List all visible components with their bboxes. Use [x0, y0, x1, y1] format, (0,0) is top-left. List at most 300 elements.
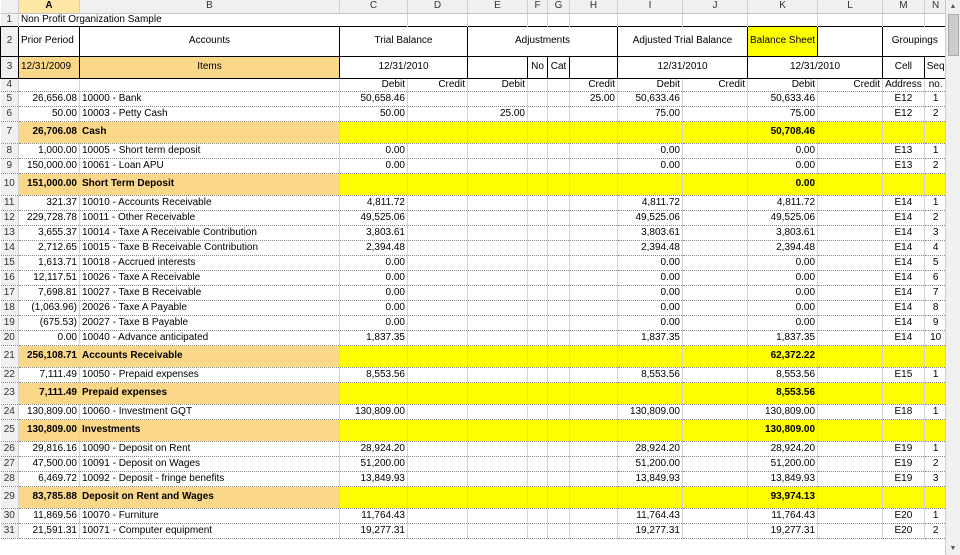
adj-credit-cell[interactable]: [570, 367, 618, 382]
atb-debit-cell[interactable]: [618, 173, 683, 195]
account-cell[interactable]: 10090 - Deposit on Rent: [80, 441, 340, 456]
adj-cat-cell[interactable]: [548, 456, 570, 471]
atb-credit-cell[interactable]: [683, 91, 748, 106]
tb-credit-cell[interactable]: [408, 210, 468, 225]
row-header[interactable]: 16: [1, 270, 19, 285]
address-cell[interactable]: [883, 486, 925, 508]
seq-cell[interactable]: 1: [924, 508, 947, 523]
tb-credit-header[interactable]: Credit: [408, 78, 468, 91]
seq-cell[interactable]: 8: [924, 300, 947, 315]
adj-no-cell[interactable]: [528, 240, 548, 255]
adj-credit-cell[interactable]: [570, 240, 618, 255]
adj-debit-cell[interactable]: [468, 195, 528, 210]
seq-cell[interactable]: 3: [924, 471, 947, 486]
tb-credit-cell[interactable]: [408, 240, 468, 255]
bs-credit-cell[interactable]: [818, 106, 883, 121]
bs-credit-cell[interactable]: [818, 330, 883, 345]
adj-cat-cell[interactable]: [548, 195, 570, 210]
address-cell[interactable]: E15: [883, 367, 925, 382]
tb-credit-cell[interactable]: [408, 330, 468, 345]
account-cell[interactable]: 10050 - Prepaid expenses: [80, 367, 340, 382]
prior-period-cell[interactable]: (675.53): [19, 315, 80, 330]
seq-cell[interactable]: 5: [924, 255, 947, 270]
adj-debit-cell[interactable]: [468, 255, 528, 270]
adj-debit-cell[interactable]: [468, 456, 528, 471]
bs-credit-cell[interactable]: [818, 143, 883, 158]
row-header[interactable]: 5: [1, 91, 19, 106]
adj-credit-cell[interactable]: [570, 300, 618, 315]
prior-period-header[interactable]: Prior Period: [19, 26, 80, 56]
address-cell[interactable]: E19: [883, 471, 925, 486]
address-cell[interactable]: E19: [883, 441, 925, 456]
address-cell[interactable]: E18: [883, 404, 925, 419]
atb-credit-cell[interactable]: [683, 486, 748, 508]
account-cell[interactable]: Deposit on Rent and Wages: [80, 486, 340, 508]
seq-cell[interactable]: 3: [924, 225, 947, 240]
row-header[interactable]: 23: [1, 382, 19, 404]
tb-debit-cell[interactable]: 28,924.20: [340, 441, 408, 456]
tb-debit-cell[interactable]: 19,277.31: [340, 523, 408, 538]
atb-credit-cell[interactable]: [683, 195, 748, 210]
row-header[interactable]: 14: [1, 240, 19, 255]
prior-period-cell[interactable]: 11,869.56: [19, 508, 80, 523]
adj-debit-cell[interactable]: [468, 225, 528, 240]
adj-debit-cell[interactable]: [468, 210, 528, 225]
seq-cell[interactable]: 10: [924, 330, 947, 345]
adj-cat-cell[interactable]: [548, 419, 570, 441]
address-cell[interactable]: E13: [883, 158, 925, 173]
adj-no-cell[interactable]: [528, 367, 548, 382]
row-header[interactable]: 8: [1, 143, 19, 158]
tb-debit-cell[interactable]: [340, 345, 408, 367]
account-cell[interactable]: 10061 - Loan APU: [80, 158, 340, 173]
adj-debit-cell[interactable]: [468, 240, 528, 255]
bs-debit-cell[interactable]: 130,809.00: [748, 404, 818, 419]
tb-debit-cell[interactable]: 0.00: [340, 143, 408, 158]
prior-period-cell[interactable]: 130,809.00: [19, 419, 80, 441]
scroll-thumb[interactable]: [948, 14, 959, 56]
tb-credit-cell[interactable]: [408, 523, 468, 538]
adj-debit-cell[interactable]: [468, 523, 528, 538]
bs-debit-cell[interactable]: 13,849.93: [748, 471, 818, 486]
adj-cat-cell[interactable]: [548, 106, 570, 121]
address-cell[interactable]: [883, 419, 925, 441]
adj-debit-cell[interactable]: [468, 367, 528, 382]
adj-debit-cell[interactable]: [468, 382, 528, 404]
tb-debit-cell[interactable]: [340, 173, 408, 195]
row-header[interactable]: 1: [1, 13, 19, 26]
cell-header[interactable]: Cell: [883, 56, 925, 78]
adj-credit-cell[interactable]: [570, 195, 618, 210]
tb-debit-cell[interactable]: 2,394.48: [340, 240, 408, 255]
adj-debit-cell[interactable]: [468, 508, 528, 523]
bs-credit-cell[interactable]: [818, 382, 883, 404]
adj-credit-cell[interactable]: [570, 315, 618, 330]
row-header[interactable]: 28: [1, 471, 19, 486]
tb-credit-cell[interactable]: [408, 106, 468, 121]
prior-period-cell[interactable]: 151,000.00: [19, 173, 80, 195]
no-header[interactable]: No: [528, 56, 548, 78]
atb-debit-cell[interactable]: 0.00: [618, 300, 683, 315]
tb-debit-cell[interactable]: 1,837.35: [340, 330, 408, 345]
adj-credit-cell[interactable]: [570, 523, 618, 538]
adj-cat-cell[interactable]: [548, 158, 570, 173]
row-header[interactable]: 3: [1, 56, 19, 78]
prior-period-cell[interactable]: 7,111.49: [19, 367, 80, 382]
bs-debit-cell[interactable]: 0.00: [748, 173, 818, 195]
address-cell[interactable]: [883, 345, 925, 367]
adj-no-cell[interactable]: [528, 210, 548, 225]
adj-credit-cell[interactable]: [570, 419, 618, 441]
account-cell[interactable]: 10000 - Bank: [80, 91, 340, 106]
tb-credit-cell[interactable]: [408, 345, 468, 367]
adj-no-cell[interactable]: [528, 285, 548, 300]
adj-cat-cell[interactable]: [548, 471, 570, 486]
seq-cell[interactable]: 2: [924, 456, 947, 471]
atb-debit-cell[interactable]: 19,277.31: [618, 523, 683, 538]
accounts-header[interactable]: Accounts: [80, 26, 340, 56]
prior-period-cell[interactable]: 50.00: [19, 106, 80, 121]
tb-debit-cell[interactable]: 130,809.00: [340, 404, 408, 419]
address-cell[interactable]: E14: [883, 225, 925, 240]
bs-credit-cell[interactable]: [818, 195, 883, 210]
prior-period-cell[interactable]: 7,698.81: [19, 285, 80, 300]
bs-credit-cell[interactable]: [818, 91, 883, 106]
adj-cat-cell[interactable]: [548, 210, 570, 225]
scroll-up-icon[interactable]: ▲: [949, 3, 957, 10]
adj-debit-cell[interactable]: [468, 441, 528, 456]
atb-credit-cell[interactable]: [683, 345, 748, 367]
tb-credit-cell[interactable]: [408, 121, 468, 143]
adj-cat-cell[interactable]: [548, 315, 570, 330]
bs-credit-cell[interactable]: [818, 523, 883, 538]
tb-credit-cell[interactable]: [408, 173, 468, 195]
prior-period-cell[interactable]: 0.00: [19, 330, 80, 345]
seq-cell[interactable]: [924, 121, 947, 143]
bs-debit-cell[interactable]: 50,708.46: [748, 121, 818, 143]
bs-credit-cell[interactable]: [818, 225, 883, 240]
column-header-e[interactable]: E: [468, 0, 528, 13]
adj-cat-cell[interactable]: [548, 367, 570, 382]
adj-no-cell[interactable]: [528, 345, 548, 367]
bs-debit-cell[interactable]: 0.00: [748, 315, 818, 330]
bs-debit-cell[interactable]: 0.00: [748, 270, 818, 285]
seq-cell[interactable]: 1: [924, 441, 947, 456]
tb-credit-cell[interactable]: [408, 382, 468, 404]
atb-credit-header[interactable]: Credit: [683, 78, 748, 91]
account-cell[interactable]: 10060 - Investment GQT: [80, 404, 340, 419]
atb-credit-cell[interactable]: [683, 158, 748, 173]
address-cell[interactable]: E14: [883, 285, 925, 300]
adj-credit-cell[interactable]: [570, 210, 618, 225]
prior-period-cell[interactable]: 6,469.72: [19, 471, 80, 486]
tb-debit-cell[interactable]: 0.00: [340, 285, 408, 300]
adj-no-cell[interactable]: [528, 91, 548, 106]
adj-credit-cell[interactable]: [570, 285, 618, 300]
bs-credit-cell[interactable]: [818, 285, 883, 300]
trial-balance-date[interactable]: 12/31/2010: [340, 56, 468, 78]
seq-cell[interactable]: 9: [924, 315, 947, 330]
row-header[interactable]: 17: [1, 285, 19, 300]
adj-no-cell[interactable]: [528, 270, 548, 285]
atb-debit-cell[interactable]: 75.00: [618, 106, 683, 121]
address-cell[interactable]: E13: [883, 143, 925, 158]
adj-debit-cell[interactable]: [468, 404, 528, 419]
bs-credit-cell[interactable]: [818, 456, 883, 471]
adj-credit-cell[interactable]: 25.00: [570, 91, 618, 106]
bs-debit-cell[interactable]: 0.00: [748, 143, 818, 158]
adjustment-blank-cell[interactable]: [468, 56, 528, 78]
adj-debit-cell[interactable]: [468, 143, 528, 158]
atb-debit-cell[interactable]: 50,633.46: [618, 91, 683, 106]
adj-cat-cell[interactable]: [548, 225, 570, 240]
sheet-title[interactable]: Non Profit Organization Sample: [19, 13, 408, 26]
tb-credit-cell[interactable]: [408, 456, 468, 471]
adj-credit-cell[interactable]: [570, 173, 618, 195]
bs-debit-cell[interactable]: 93,974.13: [748, 486, 818, 508]
prior-period-cell[interactable]: 83,785.88: [19, 486, 80, 508]
tb-debit-cell[interactable]: [340, 486, 408, 508]
bs-debit-cell[interactable]: 2,394.48: [748, 240, 818, 255]
account-cell[interactable]: 10092 - Deposit - fringe benefits: [80, 471, 340, 486]
adj-credit-cell[interactable]: [570, 106, 618, 121]
address-cell[interactable]: E14: [883, 195, 925, 210]
row-header[interactable]: 22: [1, 367, 19, 382]
bs-debit-cell[interactable]: 4,811.72: [748, 195, 818, 210]
row-header[interactable]: 18: [1, 300, 19, 315]
tb-debit-cell[interactable]: [340, 419, 408, 441]
row-header[interactable]: 10: [1, 173, 19, 195]
adj-cat-cell[interactable]: [548, 508, 570, 523]
adjusted-trial-balance-header[interactable]: Adjusted Trial Balance: [618, 26, 748, 56]
bs-credit-cell[interactable]: [818, 210, 883, 225]
seq-header[interactable]: Seq: [924, 56, 947, 78]
bs-debit-cell[interactable]: 0.00: [748, 158, 818, 173]
tb-debit-cell[interactable]: 0.00: [340, 300, 408, 315]
bs-credit-cell[interactable]: [818, 367, 883, 382]
adj-no-cell[interactable]: [528, 441, 548, 456]
adj-no-cell[interactable]: [528, 158, 548, 173]
cell[interactable]: [528, 78, 548, 91]
atb-debit-cell[interactable]: [618, 486, 683, 508]
account-cell[interactable]: 10005 - Short term deposit: [80, 143, 340, 158]
prior-period-cell[interactable]: 3,655.37: [19, 225, 80, 240]
row-header[interactable]: 31: [1, 523, 19, 538]
bs-credit-cell[interactable]: [818, 345, 883, 367]
tb-debit-cell[interactable]: 8,553.56: [340, 367, 408, 382]
seq-cell[interactable]: 2: [924, 523, 947, 538]
seq-cell[interactable]: 1: [924, 143, 947, 158]
address-cell[interactable]: [883, 121, 925, 143]
address-cell[interactable]: E14: [883, 255, 925, 270]
row-header[interactable]: 7: [1, 121, 19, 143]
bs-credit-cell[interactable]: [818, 300, 883, 315]
column-header-f[interactable]: F: [528, 0, 548, 13]
row-header[interactable]: 26: [1, 441, 19, 456]
adj-cat-cell[interactable]: [548, 91, 570, 106]
column-header-k[interactable]: K: [748, 0, 818, 13]
tb-credit-cell[interactable]: [408, 270, 468, 285]
atb-credit-cell[interactable]: [683, 225, 748, 240]
column-header-g[interactable]: G: [548, 0, 570, 13]
bs-debit-cell[interactable]: 0.00: [748, 285, 818, 300]
adj-cat-cell[interactable]: [548, 330, 570, 345]
adj-no-cell[interactable]: [528, 382, 548, 404]
tb-debit-cell[interactable]: [340, 382, 408, 404]
column-header-m[interactable]: M: [883, 0, 925, 13]
bs-debit-cell[interactable]: 62,372.22: [748, 345, 818, 367]
bs-debit-cell[interactable]: 75.00: [748, 106, 818, 121]
bs-credit-cell[interactable]: [818, 404, 883, 419]
row-header[interactable]: 24: [1, 404, 19, 419]
row-header[interactable]: 13: [1, 225, 19, 240]
account-cell[interactable]: 10015 - Taxe B Receivable Contribution: [80, 240, 340, 255]
atb-credit-cell[interactable]: [683, 300, 748, 315]
seq-cell[interactable]: 1: [924, 367, 947, 382]
bs-credit-cell[interactable]: [818, 508, 883, 523]
atb-debit-cell[interactable]: 8,553.56: [618, 367, 683, 382]
bs-debit-cell[interactable]: 8,553.56: [748, 382, 818, 404]
seq-cell[interactable]: [924, 382, 947, 404]
tb-debit-cell[interactable]: 13,849.93: [340, 471, 408, 486]
adj-credit-cell[interactable]: [570, 158, 618, 173]
adj-no-cell[interactable]: [528, 486, 548, 508]
adj-no-cell[interactable]: [528, 404, 548, 419]
adj-debit-cell[interactable]: [468, 345, 528, 367]
bs-debit-cell[interactable]: 19,277.31: [748, 523, 818, 538]
tb-debit-cell[interactable]: 3,803.61: [340, 225, 408, 240]
atb-debit-cell[interactable]: 51,200.00: [618, 456, 683, 471]
tb-debit-cell[interactable]: 0.00: [340, 270, 408, 285]
seq-cell[interactable]: 2: [924, 158, 947, 173]
address-cell[interactable]: E14: [883, 330, 925, 345]
atb-debit-cell[interactable]: 49,525.06: [618, 210, 683, 225]
account-cell[interactable]: 10026 - Taxe A Receivable: [80, 270, 340, 285]
atb-debit-cell[interactable]: 2,394.48: [618, 240, 683, 255]
adj-credit-cell[interactable]: [570, 441, 618, 456]
atb-credit-cell[interactable]: [683, 143, 748, 158]
seq-cell[interactable]: [924, 486, 947, 508]
adj-credit-cell[interactable]: [570, 508, 618, 523]
bs-credit-cell[interactable]: [818, 121, 883, 143]
atb-debit-cell[interactable]: 0.00: [618, 158, 683, 173]
adj-credit-cell[interactable]: [570, 270, 618, 285]
atb-credit-cell[interactable]: [683, 404, 748, 419]
adj-credit-header[interactable]: Credit: [570, 78, 618, 91]
tb-debit-cell[interactable]: 50.00: [340, 106, 408, 121]
tb-debit-header[interactable]: Debit: [340, 78, 408, 91]
seq-cell[interactable]: 4: [924, 240, 947, 255]
adj-debit-cell[interactable]: [468, 270, 528, 285]
account-cell[interactable]: Short Term Deposit: [80, 173, 340, 195]
prior-period-cell[interactable]: 21,591.31: [19, 523, 80, 538]
atb-debit-cell[interactable]: 3,803.61: [618, 225, 683, 240]
adj-no-cell[interactable]: [528, 419, 548, 441]
bs-debit-cell[interactable]: 130,809.00: [748, 419, 818, 441]
seq-cell[interactable]: 1: [924, 91, 947, 106]
adj-cat-cell[interactable]: [548, 240, 570, 255]
prior-period-cell[interactable]: 26,656.08: [19, 91, 80, 106]
tb-credit-cell[interactable]: [408, 158, 468, 173]
row-header[interactable]: 9: [1, 158, 19, 173]
adj-cat-cell[interactable]: [548, 285, 570, 300]
tb-debit-cell[interactable]: 51,200.00: [340, 456, 408, 471]
address-cell[interactable]: E14: [883, 315, 925, 330]
adj-cat-cell[interactable]: [548, 173, 570, 195]
bs-credit-cell[interactable]: [818, 173, 883, 195]
adj-cat-cell[interactable]: [548, 121, 570, 143]
atb-debit-cell[interactable]: 0.00: [618, 255, 683, 270]
bs-credit-cell[interactable]: [818, 441, 883, 456]
row-header[interactable]: 11: [1, 195, 19, 210]
tb-debit-cell[interactable]: 0.00: [340, 315, 408, 330]
adj-no-cell[interactable]: [528, 330, 548, 345]
seq-cell[interactable]: [924, 419, 947, 441]
seq-cell[interactable]: [924, 345, 947, 367]
tb-credit-cell[interactable]: [408, 471, 468, 486]
adj-debit-cell[interactable]: [468, 471, 528, 486]
account-cell[interactable]: 20027 - Taxe B Payable: [80, 315, 340, 330]
adj-cat-cell[interactable]: [548, 345, 570, 367]
address-cell[interactable]: [883, 173, 925, 195]
account-cell[interactable]: Accounts Receivable: [80, 345, 340, 367]
adj-debit-header[interactable]: Debit: [468, 78, 528, 91]
trial-balance-header[interactable]: Trial Balance: [340, 26, 468, 56]
adj-debit-cell[interactable]: [468, 158, 528, 173]
address-cell[interactable]: E14: [883, 300, 925, 315]
tb-credit-cell[interactable]: [408, 285, 468, 300]
address-cell[interactable]: [883, 382, 925, 404]
atb-credit-cell[interactable]: [683, 471, 748, 486]
adj-no-cell[interactable]: [528, 143, 548, 158]
address-cell[interactable]: E12: [883, 106, 925, 121]
vertical-scrollbar[interactable]: [945, 0, 960, 555]
adj-cat-cell[interactable]: [548, 382, 570, 404]
tb-debit-cell[interactable]: 0.00: [340, 158, 408, 173]
account-cell[interactable]: 10091 - Deposit on Wages: [80, 456, 340, 471]
adj-credit-cell[interactable]: [570, 143, 618, 158]
adj-credit-cell[interactable]: [570, 404, 618, 419]
adj-credit-cell[interactable]: [570, 486, 618, 508]
bs-debit-cell[interactable]: 8,553.56: [748, 367, 818, 382]
seq-cell[interactable]: 1: [924, 195, 947, 210]
adj-no-cell[interactable]: [528, 106, 548, 121]
row-header[interactable]: 6: [1, 106, 19, 121]
adj-debit-cell[interactable]: [468, 419, 528, 441]
atb-credit-cell[interactable]: [683, 270, 748, 285]
adj-cat-cell[interactable]: [548, 486, 570, 508]
tb-credit-cell[interactable]: [408, 508, 468, 523]
tb-credit-cell[interactable]: [408, 143, 468, 158]
seq-cell[interactable]: [924, 173, 947, 195]
prior-date-cell[interactable]: 12/31/2009: [19, 56, 80, 78]
account-cell[interactable]: 10070 - Furniture: [80, 508, 340, 523]
adj-credit-cell[interactable]: [570, 345, 618, 367]
adj-cat-cell[interactable]: [548, 441, 570, 456]
bs-credit-cell[interactable]: [818, 270, 883, 285]
tb-credit-cell[interactable]: [408, 315, 468, 330]
adj-credit-cell[interactable]: [570, 456, 618, 471]
adj-no-cell[interactable]: [528, 508, 548, 523]
account-cell[interactable]: 10011 - Other Receivable: [80, 210, 340, 225]
adj-cat-cell[interactable]: [548, 523, 570, 538]
adj-no-cell[interactable]: [528, 173, 548, 195]
atb-debit-cell[interactable]: 4,811.72: [618, 195, 683, 210]
account-cell[interactable]: 10040 - Advance anticipated: [80, 330, 340, 345]
bs-credit-cell[interactable]: [818, 419, 883, 441]
bs-debit-cell[interactable]: 11,764.43: [748, 508, 818, 523]
address-cell[interactable]: E14: [883, 210, 925, 225]
